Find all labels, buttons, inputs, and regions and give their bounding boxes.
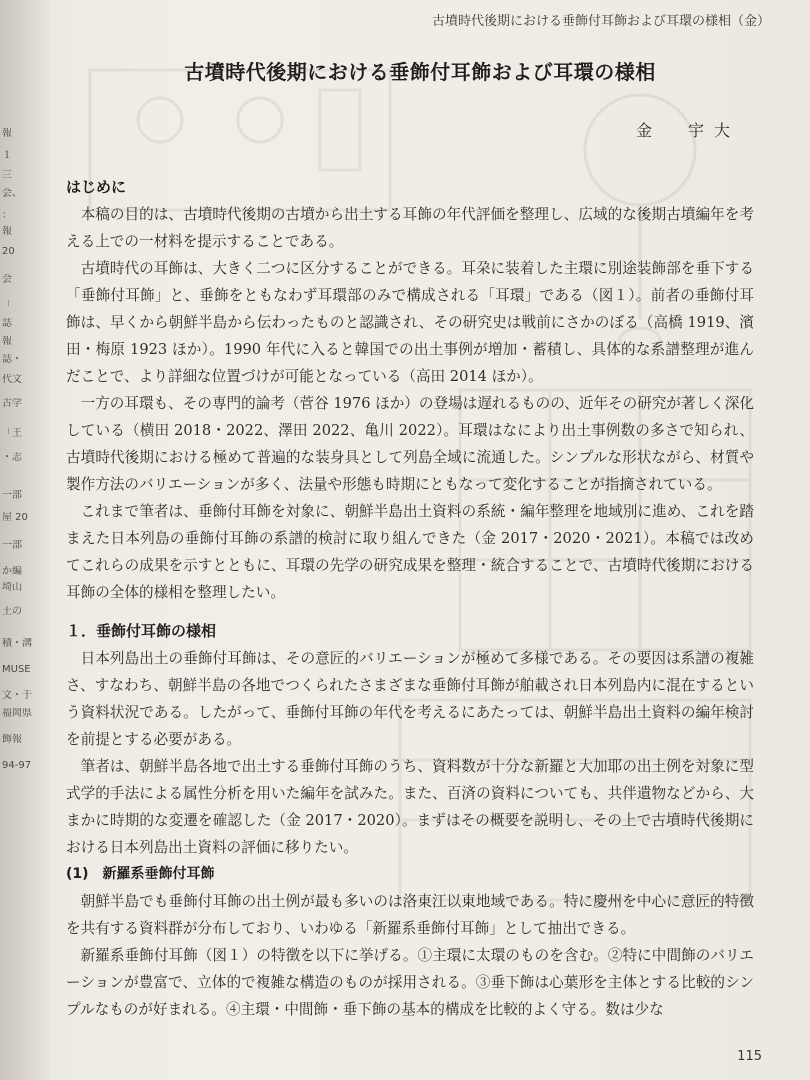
running-head: 古墳時代後期における垂飾付耳飾および耳環の様相（金） <box>431 14 770 29</box>
paragraph: これまで筆者は、垂飾付耳飾を対象に、朝鮮半島出土資料の系統・編年整理を地域別に進め、これを踏まえた日本列島の垂飾付耳飾の系譜的検討に取り組んできた（金 2017・2020・2021）。本稿では改めてこれらの成果を示すとともに、耳環の先学の研究成果を整理・統合することで、古墳時代後期における耳飾の全体的様相を整理したい。 <box>66 503 754 601</box>
paragraph: 古墳時代の耳飾は、大きく二つに区分することができる。耳朶に装着した主環に別途装飾部を垂下する「垂飾付耳飾」と、垂飾をともなわず耳環部のみで構成される「耳環」である（図１）。前者の垂飾付耳飾は、早くから朝鮮半島から伝わったものと認識され、その研究史は戦前にさかのぼる（高橋 1919、濱田・梅原 1923 ほか）。1990 年代に入ると韓国での出土事例が増加・蓄積し、具体的な系譜整理が進んだことで、より詳細な位置づけが可能となっている（高田 2014 ほか）。 <box>66 260 754 385</box>
page-number: 115 <box>737 1049 762 1064</box>
section-heading-intro: はじめに <box>66 178 127 196</box>
margin-fragment: 「王 <box>2 428 22 439</box>
author-name: 金 宇大 <box>635 121 740 140</box>
margin-fragment: 古学 <box>2 398 22 409</box>
margin-fragment: １ <box>2 150 12 161</box>
paragraph: 新羅系垂飾付耳飾（図１）の特徴を以下に挙げる。①主環に太環のものを含む。②特に中間飾のバリエーションが豊富で、立体的で複雑な構造のものが採用される。③垂下飾は心葉形を主体とする比較的シンプルなものが好まれる。④主環・中間飾・垂下飾の基本的構成を比較的よく守る。数は少な <box>66 947 754 1018</box>
margin-fragment: ： <box>2 210 12 221</box>
adjacent-page-margin <box>0 0 50 1080</box>
margin-fragment: 「 <box>2 300 12 311</box>
paragraph: 筆者は、朝鮮半島各地で出土する垂飾付耳飾のうち、資料数が十分な新羅と大加耶の出土例を対象に型式学的手法による属性分析を用いた編年を試みた。また、百済の資料についても、共伴遺物などから、大まかに時期的な変遷を確認した（金 2017・2020）。まずはその概要を説明し、その上で古墳時代後期における日本列島出土資料の評価に移りたい。 <box>66 758 754 856</box>
margin-fragment: 誌 <box>2 318 12 329</box>
margin-fragment: 報 <box>2 336 12 347</box>
margin-fragment: 会 <box>2 274 12 285</box>
margin-fragment: 94-97 <box>2 760 32 771</box>
margin-fragment: 文・于 <box>2 690 32 701</box>
margin-fragment: 代文 <box>2 374 22 385</box>
margin-fragment: 一部 <box>2 540 22 551</box>
margin-fragment: 三 <box>2 170 12 181</box>
margin-fragment: 報 <box>2 226 12 237</box>
paragraph: 朝鮮半島でも垂飾付耳飾の出土例が最も多いのは洛東江以東地域である。特に慶州を中心に意匠的特徴を共有する資料群が分布しており、いわゆる「新羅系垂飾付耳飾」として抽出できる。 <box>66 893 754 937</box>
section-heading-1: １．垂飾付耳飾の様相 <box>66 622 217 640</box>
article-title: 古墳時代後期における垂飾付耳飾および耳環の様相 <box>184 60 656 84</box>
margin-fragment: 土の <box>2 606 22 617</box>
subsection-heading-1: (1) 新羅系垂飾付耳飾 <box>66 866 215 882</box>
margin-fragment: か編 <box>2 566 22 577</box>
margin-fragment: 報 <box>2 128 12 139</box>
paragraph: 一方の耳環も、その専門的論考（菅谷 1976 ほか）の登場は遅れるものの、近年その研究が著しく深化している（横田 2018・2022、澤田 2022、亀川 2022）。耳環はなにより出土事例数の多さで知られ、古墳時代後期における極めて普遍的な装身具として列島全域に流通した。シンプルな形状ながら、材質や製作方法のバリエーションが多く、法量や形態も時期にともなって変化することが指摘されている。 <box>66 395 754 493</box>
article-body <box>66 174 754 1023</box>
margin-fragment: 誌・ <box>2 354 22 365</box>
margin-fragment: ・志 <box>2 452 22 463</box>
margin-fragment: 一部 <box>2 490 22 501</box>
margin-fragment: 福岡県 <box>2 708 32 719</box>
paragraph: 日本列島出土の垂飾付耳飾は、その意匠的バリエーションが極めて多様である。その要因は系譜の複雑さ、すなわち、朝鮮半島の各地でつくられたさまざまな垂飾付耳飾が舶載され日本列島内に混在するという資料状況である。したがって、垂飾付耳飾の年代を考えるにあたっては、朝鮮半島出土資料の編年検討を前提とする必要がある。 <box>66 650 754 748</box>
margin-fragment: 飾報 <box>2 734 22 745</box>
margin-fragment: 埼山 <box>2 582 22 593</box>
margin-fragment: 会、 <box>2 188 22 199</box>
margin-fragment: MUSE <box>2 664 31 675</box>
margin-fragment: 屋 20 <box>2 512 28 523</box>
paragraph: 本稿の目的は、古墳時代後期の古墳から出土する耳飾の年代評価を整理し、広域的な後期古墳編年を考える上での一材料を提示することである。 <box>66 206 754 250</box>
margin-fragment: 20 <box>2 246 15 257</box>
margin-fragment: 積・溝 <box>2 638 32 649</box>
